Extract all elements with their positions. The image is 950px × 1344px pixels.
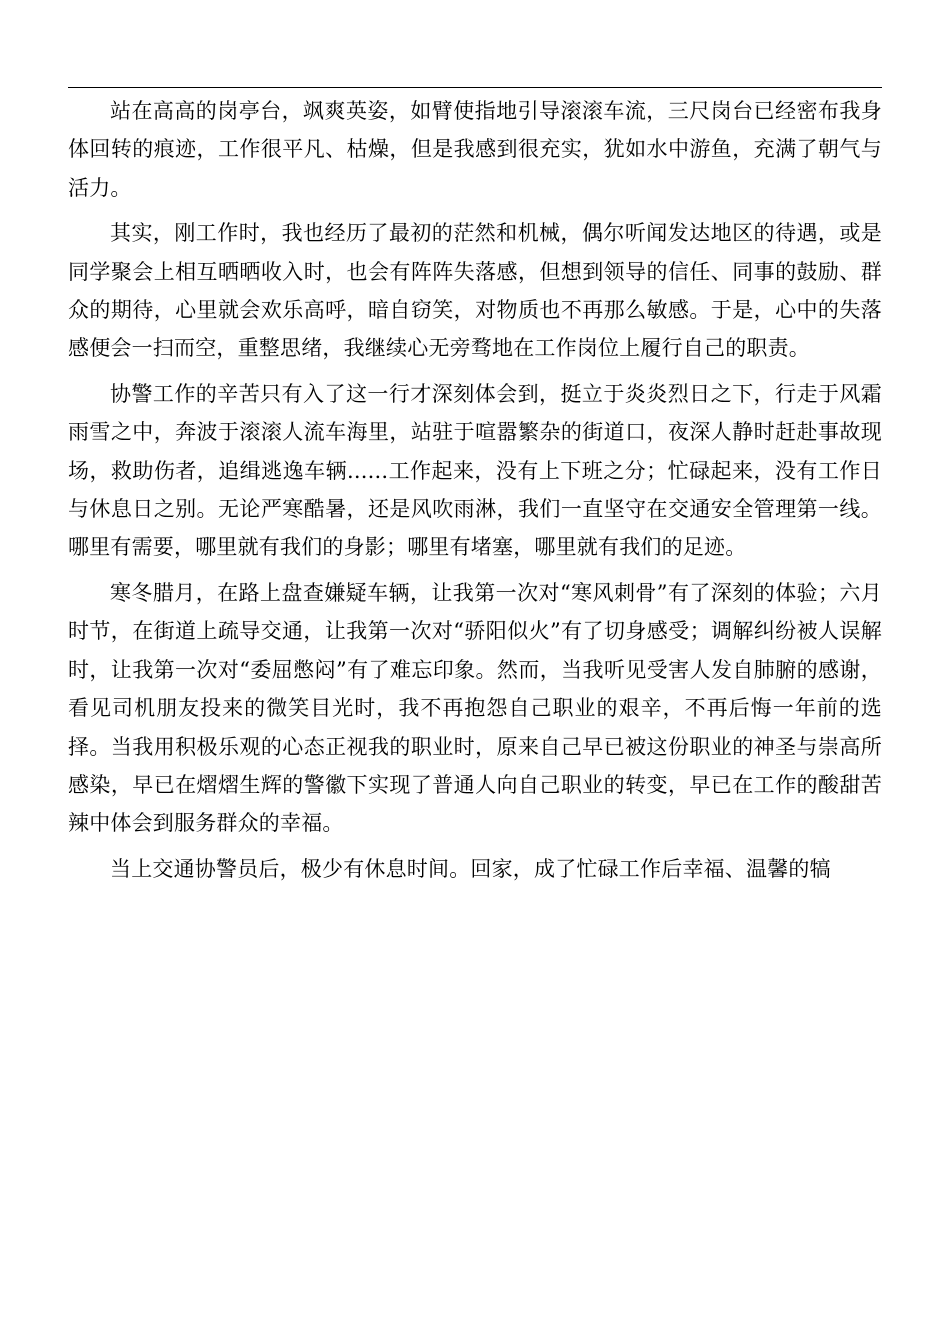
document-body <box>68 92 882 895</box>
paragraph-4: 寒冬腊月，在路上盘查嫌疑车辆，让我第一次对“寒风刺骨”有了深刻的体验；六月时节，在街道上疏导交通，让我第一次对“骄阳似火”有了切身感受；调解纠纷被人误解时，让我第一次对“委屈憋闷”有了难忘印象。然而，当我听见受害人发自肺腑的感谢，看见司机朋友投来的微笑目光时，我不再抱怨自己职业的艰辛，不再后悔一年前的选择。当我用积极乐观的心态正视我的职业时，原来自己早已被这份职业的神圣与崇高所感染，早已在熠熠生辉的警徽下实现了普通人向自己职业的转变，早已在工作的酸甜苦辣中体会到服务群众的幸福。 <box>68 580 882 836</box>
paragraph-3: 协警工作的辛苦只有入了这一行才深刻体会到，挺立于炎炎烈日之下，行走于风霜雨雪之中，奔波于滚滚人流车海里，站驻于喧嚣繁杂的街道口，夜深人静时赶赴事故现场，救助伤者，追缉逃逸车辆......工作起来，没有上下班之分；忙碌起来，没有工作日与休息日之别。无论严寒酷暑，还是风吹雨淋，我们一直坚守在交通安全管理第一线。哪里有需要，哪里就有我们的身影；哪里有堵塞，哪里就有我们的足迹。 <box>68 381 882 560</box>
paragraph-2: 其实，刚工作时，我也经历了最初的茫然和机械，偶尔听闻发达地区的待遇，或是同学聚会上相互晒晒收入时，也会有阵阵失落感，但想到领导的信任、同事的鼓励、群众的期待，心里就会欢乐高呼，暗自窃笑，对物质也不再那么敏感。于是，心中的失落感便会一扫而空，重整思绪，我继续心无旁骛地在工作岗位上履行自己的职责。 <box>68 221 882 361</box>
paragraph-5: 当上交通协警员后，极少有休息时间。回家，成了忙碌工作后幸福、温馨的犒 <box>110 856 831 881</box>
header-rule <box>68 87 882 88</box>
paragraph-1: 站在高高的岗亭台，飒爽英姿，如臂使指地引导滚滚车流，三尺岗台已经密布我身体回转的痕迹，工作很平凡、枯燥，但是我感到很充实，犹如水中游鱼，充满了朝气与活力。 <box>68 99 882 200</box>
